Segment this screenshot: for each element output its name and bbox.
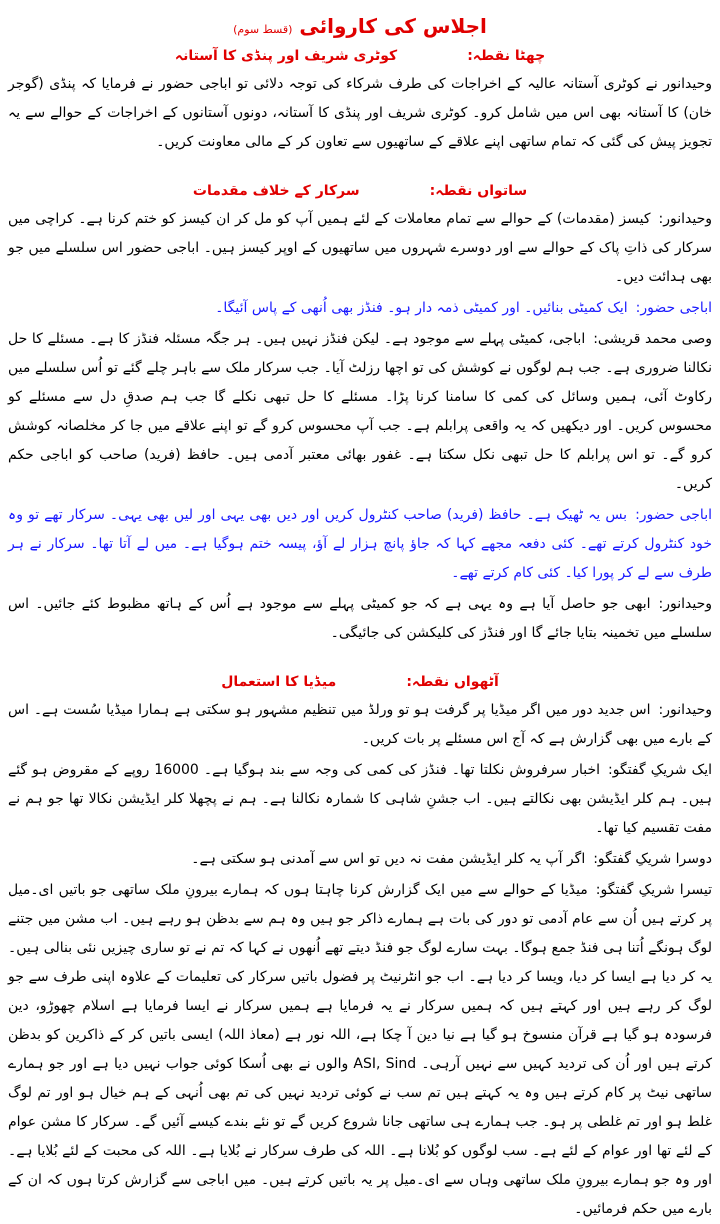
paragraph bbox=[8, 590, 712, 648]
paragraph-text: کیسز (مقدمات) کے حوالے سے تمام معاملات کے لئے ہمیں آپ کو مل کر ان کیسز کو ختم کرنا ہے۔ کراچی میں سرکار کی ذاتِ پاک کے حوالے سے اور دوسرے شہروں میں ساتھیوں کے اوپر کیسز ہیں۔ اباجی حضور اس سلسلے میں جو بھی ہدائت دیں۔ bbox=[8, 211, 712, 285]
section-heading bbox=[8, 183, 712, 199]
speaker-name: اباجی حضور: bbox=[635, 507, 712, 523]
speaker-name: اباجی حضور: bbox=[635, 300, 712, 316]
title-main: اجلاس کی کاروائی bbox=[299, 14, 487, 38]
speaker-name: ایک شریکِ گفتگو: bbox=[608, 762, 712, 778]
speaker-name: وصی محمد قریشی: bbox=[593, 331, 712, 347]
paragraph bbox=[8, 845, 712, 874]
paragraph-text: اگر آپ یہ کلر ایڈیشن مفت نہ دیں تو اس سے آمدنی ہو سکتی ہے۔ bbox=[191, 851, 586, 867]
paragraph bbox=[8, 876, 712, 1224]
speaker-name: وحیدانور: bbox=[658, 211, 712, 227]
paragraph-text: بس یہ ٹھیک ہے۔ حافظ (فرید) صاحب کنٹرول کریں اور دیں بھی یہی اور لیں بھی یہی۔ سرکار تھے تو وہ خود کنٹرول کرتے تھے۔ کئی دفعہ مجھے کہا کہ جاؤ پانچ ہزار لے آؤ، پیسہ ختم ہوگیا ہے۔ میں لے آتا تھا۔ سرکار نے ہر طرف سے لے کر پورا کیا۔ کئی کام کرتے تھے۔ bbox=[8, 507, 712, 581]
paragraph-text: ایک کمیٹی بنائیں۔ اور کمیٹی ذمہ دار ہو۔ فنڈز بھی اُنھی کے پاس آئیگا۔ bbox=[215, 300, 628, 316]
section-label: آٹھواں نقطہ: bbox=[406, 674, 499, 690]
paragraph-text: اس جدید دور میں اگر میڈیا پر گرفت ہو تو ورلڈ میں تنظیم مشہور ہو سکتی ہے ہمارا میڈیا سُست ہے۔ اس کے بارے میں بھی گزارش ہے کہ آج اس مسئلے پر بات کریں۔ bbox=[8, 702, 712, 747]
paragraph bbox=[8, 205, 712, 292]
speaker-name: تیسرا شریکِ گفتگو: bbox=[595, 882, 712, 898]
section-title: کوٹری شریف اور پنڈی کا آستانہ bbox=[174, 48, 398, 64]
speaker-name: وحیدانور: bbox=[658, 702, 712, 718]
paragraph bbox=[8, 325, 712, 499]
speaker-name: دوسرا شریکِ گفتگو: bbox=[593, 851, 712, 867]
section-heading bbox=[8, 48, 712, 64]
paragraph-text: اخبار سرفروش نکلتا تھا۔ فنڈز کی کمی کی وجہ سے بند ہوگیا ہے۔ 16000 روپے کے مقروض ہو گئے ہیں۔ ہم کلر ایڈیشن بھی نکالتے ہیں۔ اب جشنِ شاہی کا شمارہ نکالنا ہے۔ ہم نے پچھلا کلر ایڈیشن نکالا تھا جو ہم نے مفت تقسیم کیا تھا۔ bbox=[8, 762, 712, 836]
section-label: چھٹا نقطہ: bbox=[467, 48, 546, 64]
speaker-name: وحیدانور: bbox=[658, 596, 712, 612]
sections bbox=[8, 48, 712, 1224]
section-title: میڈیا کا استعمال bbox=[221, 674, 337, 690]
paragraph bbox=[8, 696, 712, 754]
paragraph bbox=[8, 501, 712, 588]
document-title bbox=[8, 14, 712, 38]
paragraph-text: میڈیا کے حوالے سے میں ایک گزارش کرنا چاہتا ہوں کہ ہمارے بیرونِ ملک ساتھی جو باتیں ای۔میل پر کرتے ہیں اُن سے عام آدمی تو دور کی بات ہے ہمارے ذاکر جو ہیں وہ ہم سے بدظن ہو رہے ہیں۔ اب مشن میں جتنے لوگ ہونگے اُتنا ہی فنڈ جمع ہوگا۔ بہت سارے لوگ جو فنڈ دیتے تھے اُنھوں نے کہا کہ تم نے تو ساری چیزیں نئی بنالی ہیں۔ یہ کر دیا ہے ایسا کر دیا، ویسا کر دیا ہے۔ اب جو انٹرنیٹ پر فضول باتیں سرکار کی تعلیمات کے علاوہ اپنی طرف سے جو لوگ کر رہے ہیں اور کہتے ہیں کہ ہمیں سرکار نے یہ فرمایا ہے ہمیں سرکار نے ایسا فرمایا ہے اسلام چھوڑو، دین فرسودہ ہو گیا ہے قرآن منسوخ ہو گیا ہے نیا دین آ چکا ہے، اللہ نور ہے (معاذ اللہ) ایسی باتیں کر کے ذاکرین کو بدظن کرتے ہیں اور اُن کی تردید کہیں سے نہیں آرہی۔ ASI, Sind والوں نے بھی اُسکا کوئی جواب نہیں دیا ہے اور جو ہمارے ساتھی نیٹ پر کام کرتے ہیں وہ یہ کہتے ہیں تم سب نے کوئی تردید نہیں کی تم بھی اُنہی کے ہم خیال ہو اور تم لوگ غلط ہو اور تم غلطی پر ہو۔ جب ہمارے ہی ساتھی جانا شروع کریں گے تو نئے بندے کیسے آئیں گے۔ سرکار کا مشن عوام کے لئے تھا اور عوام کے لئے ہے۔ سب لوگوں کو بُلانا ہے۔ اللہ کی طرف سرکار نے بُلایا ہے۔ اللہ کی محبت کے لئے بُلایا ہے۔ اور وہ جو ہمارے بیرونِ ملک ساتھی وہاں سے ای۔میل پر یہ باتیں کرتے ہیں۔ میں اباجی سے گزارش کرتا ہوں کہ ان کے بارے میں حکم فرمائیں۔ bbox=[8, 882, 712, 1217]
section-title: سرکار کے خلاف مقدمات bbox=[192, 183, 360, 199]
paragraph-text: ابھی جو حاصل آیا ہے وہ یہی ہے کہ جو کمیٹی پہلے سے موجود ہے اُس کے ہاتھ مظبوط کئے جائیں۔ اس سلسلے میں تخمینہ بتایا جائے گا اور فنڈز کی کلیکشن کی جائیگی۔ bbox=[8, 596, 712, 641]
paragraph-text: وحیدانور نے کوٹری آستانہ عالیہ کے اخراجات کی طرف شرکاء کی توجہ دلائی تو اباجی حضور نے فرمایا کہ پنڈی (گوجر خان) کا آستانہ بھی اس میں شامل کرو۔ کوٹری شریف اور پنڈی کا آستانہ، دونوں آستانوں کے اخراجات کے حوالے سے یہ تجویز پیش کی گئی کہ تمام ساتھی اپنے علاقے کے ساتھیوں سے تعاون کر کے مالی معاونت کریں۔ bbox=[8, 76, 712, 150]
title-sub: (قسط سوم) bbox=[233, 23, 293, 36]
paragraph-text: اباجی، کمیٹی پہلے سے موجود ہے۔ لیکن فنڈز نہیں ہیں۔ ہر جگہ مسئلہ فنڈز کا ہے۔ مسئلے کا حل نکالنا ضروری ہے۔ جب ہم لوگوں نے کوشش کی تو اچھا رزلٹ آیا۔ جب سرکار ملک سے باہر چلے گئے تو اُس سلسلے میں رکاوٹ آئی، ہمیں وسائل کی کمی کا سامنا کرنا پڑا۔ مسئلے کا حل تبھی نکلے گا جب ہم صدقِ دل سے مسئلے کو محسوس کریں۔ اور دیکھیں کہ یہ واقعی پرابلم ہے۔ جب آپ محسوس کرو گے تو اپنے علاقے میں جا کر مخلصانہ کوشش کرو گے۔ تو اس پرابلم کا حل تبھی نکل سکتا ہے۔ غفور بھائی معتبر آدمی ہیں۔ حافظ (فرید) صاحب کو اباجی حکم کریں۔ bbox=[8, 331, 712, 492]
paragraph bbox=[8, 294, 712, 323]
paragraph bbox=[8, 70, 712, 157]
section-label: ساتواں نقطہ: bbox=[429, 183, 528, 199]
section-heading bbox=[8, 674, 712, 690]
paragraph bbox=[8, 756, 712, 843]
